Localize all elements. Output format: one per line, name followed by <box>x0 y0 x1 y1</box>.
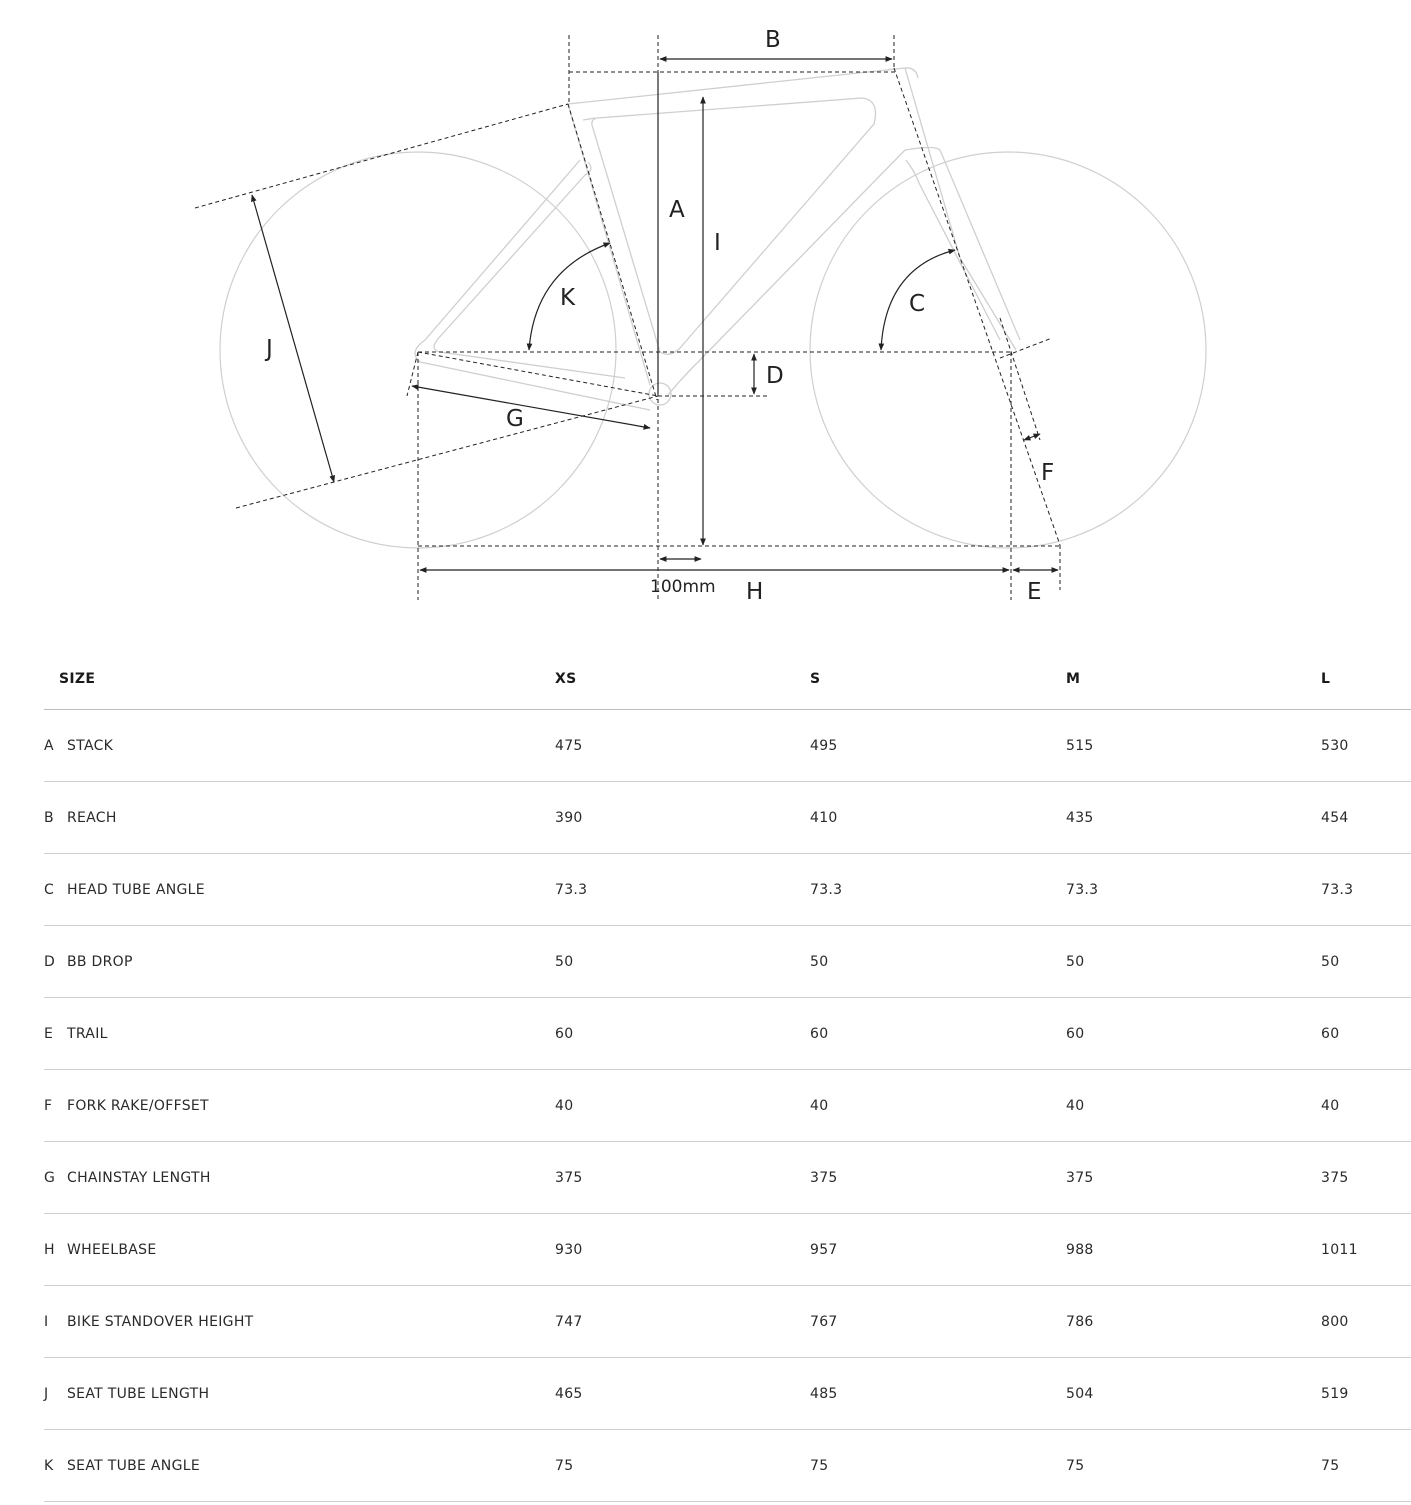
label-k: K <box>560 285 576 311</box>
row-name: SEAT TUBE LENGTH <box>67 1385 210 1402</box>
value-l: 73.3 <box>1321 881 1354 898</box>
row-label <box>44 1286 254 1357</box>
table-row <box>44 1142 1411 1214</box>
row-label <box>44 854 205 925</box>
row-letter: F <box>44 1097 53 1114</box>
row-name: TRAIL <box>67 1025 108 1042</box>
value-m: 504 <box>1066 1385 1094 1402</box>
row-label <box>44 1214 156 1285</box>
table-row <box>44 1070 1411 1142</box>
value-xs: 40 <box>555 1097 574 1114</box>
value-s: 73.3 <box>810 881 843 898</box>
value-m: 435 <box>1066 809 1094 826</box>
value-s: 485 <box>810 1385 838 1402</box>
value-xs: 390 <box>555 809 583 826</box>
value-xs: 747 <box>555 1313 583 1330</box>
row-label <box>44 1358 209 1429</box>
table-row <box>44 854 1411 926</box>
header-s: S <box>810 670 821 687</box>
table-row <box>44 926 1411 998</box>
value-xs: 50 <box>555 953 574 970</box>
value-l: 375 <box>1321 1169 1349 1186</box>
row-letter: K <box>44 1457 54 1474</box>
row-name: FORK RAKE/OFFSET <box>67 1097 209 1114</box>
label-g: G <box>506 406 524 432</box>
row-letter: C <box>44 881 55 898</box>
value-l: 60 <box>1321 1025 1340 1042</box>
value-xs: 75 <box>555 1457 574 1474</box>
label-a: A <box>669 197 685 223</box>
value-m: 73.3 <box>1066 881 1099 898</box>
row-name: SEAT TUBE ANGLE <box>67 1457 200 1474</box>
row-name: WHEELBASE <box>67 1241 157 1258</box>
row-label <box>44 926 133 997</box>
table-header <box>44 648 1411 710</box>
value-s: 75 <box>810 1457 829 1474</box>
table-row <box>44 710 1411 782</box>
value-s: 40 <box>810 1097 829 1114</box>
row-name: STACK <box>67 737 114 754</box>
table-row <box>44 1286 1411 1358</box>
value-s: 410 <box>810 809 838 826</box>
dim-chainstay <box>412 386 650 428</box>
dim-fork-rake <box>1024 434 1040 440</box>
value-l: 519 <box>1321 1385 1349 1402</box>
main-triangle-inner <box>592 98 876 354</box>
row-label <box>44 1142 211 1213</box>
value-s: 957 <box>810 1241 838 1258</box>
value-s: 60 <box>810 1025 829 1042</box>
value-m: 988 <box>1066 1241 1094 1258</box>
value-m: 375 <box>1066 1169 1094 1186</box>
label-h: H <box>746 579 764 605</box>
row-letter: D <box>44 953 56 970</box>
dim-seat-tube-length <box>252 195 334 482</box>
label-d: D <box>766 363 784 389</box>
dimension-lines <box>252 59 1058 570</box>
construction-lines <box>195 35 1060 600</box>
row-label <box>44 998 108 1069</box>
value-s: 375 <box>810 1169 838 1186</box>
value-s: 495 <box>810 737 838 754</box>
value-l: 530 <box>1321 737 1349 754</box>
row-letter: G <box>44 1169 56 1186</box>
label-c: C <box>909 291 926 317</box>
label-i: I <box>714 230 721 256</box>
row-name: REACH <box>67 809 117 826</box>
row-name: HEAD TUBE ANGLE <box>67 881 205 898</box>
value-l: 454 <box>1321 809 1349 826</box>
row-letter: H <box>44 1241 55 1258</box>
value-m: 786 <box>1066 1313 1094 1330</box>
row-name: CHAINSTAY LENGTH <box>67 1169 211 1186</box>
row-letter: J <box>44 1385 49 1402</box>
seat-tube-parallel-bottom <box>236 396 658 508</box>
bottom-bracket <box>649 383 671 405</box>
row-letter: A <box>44 737 54 754</box>
header-l: L <box>1321 670 1331 687</box>
wheels <box>220 152 1206 548</box>
table-row <box>44 782 1411 854</box>
value-l: 1011 <box>1321 1241 1358 1258</box>
table-row <box>44 1358 1411 1430</box>
header-m: M <box>1066 670 1081 687</box>
table-row <box>44 998 1411 1070</box>
value-m: 60 <box>1066 1025 1085 1042</box>
value-l: 50 <box>1321 953 1340 970</box>
value-l: 800 <box>1321 1313 1349 1330</box>
value-m: 75 <box>1066 1457 1085 1474</box>
value-m: 50 <box>1066 953 1085 970</box>
value-s: 767 <box>810 1313 838 1330</box>
value-xs: 73.3 <box>555 881 588 898</box>
table-row <box>44 1214 1411 1286</box>
table-row <box>44 1430 1411 1502</box>
label-j: J <box>266 336 273 362</box>
value-xs: 930 <box>555 1241 583 1258</box>
value-xs: 465 <box>555 1385 583 1402</box>
value-l: 40 <box>1321 1097 1340 1114</box>
row-name: BIKE STANDOVER HEIGHT <box>67 1313 254 1330</box>
row-letter: B <box>44 809 54 826</box>
value-l: 75 <box>1321 1457 1340 1474</box>
geometry-table <box>44 648 1411 1502</box>
header-xs: XS <box>555 670 577 687</box>
label-b: B <box>765 27 781 53</box>
label-f: F <box>1041 460 1055 486</box>
value-s: 50 <box>810 953 829 970</box>
fork-rake-line <box>1000 318 1040 440</box>
value-xs: 60 <box>555 1025 574 1042</box>
row-name: BB DROP <box>67 953 133 970</box>
row-label <box>44 1070 209 1141</box>
header-size: SIZE <box>59 670 96 687</box>
geometry-diagram <box>0 0 1411 620</box>
label-100mm: 100mm <box>650 577 716 597</box>
front-wheel <box>810 152 1206 548</box>
geometry-diagram-svg <box>0 0 1411 620</box>
row-label <box>44 710 113 781</box>
value-xs: 375 <box>555 1169 583 1186</box>
value-xs: 475 <box>555 737 583 754</box>
row-letter: E <box>44 1025 54 1042</box>
value-m: 515 <box>1066 737 1094 754</box>
row-label <box>44 1430 200 1501</box>
row-letter: I <box>44 1313 49 1330</box>
chainstay-axis <box>418 352 658 396</box>
value-m: 40 <box>1066 1097 1085 1114</box>
row-label <box>44 782 117 853</box>
table-body <box>44 710 1411 1502</box>
label-e: E <box>1027 579 1042 605</box>
